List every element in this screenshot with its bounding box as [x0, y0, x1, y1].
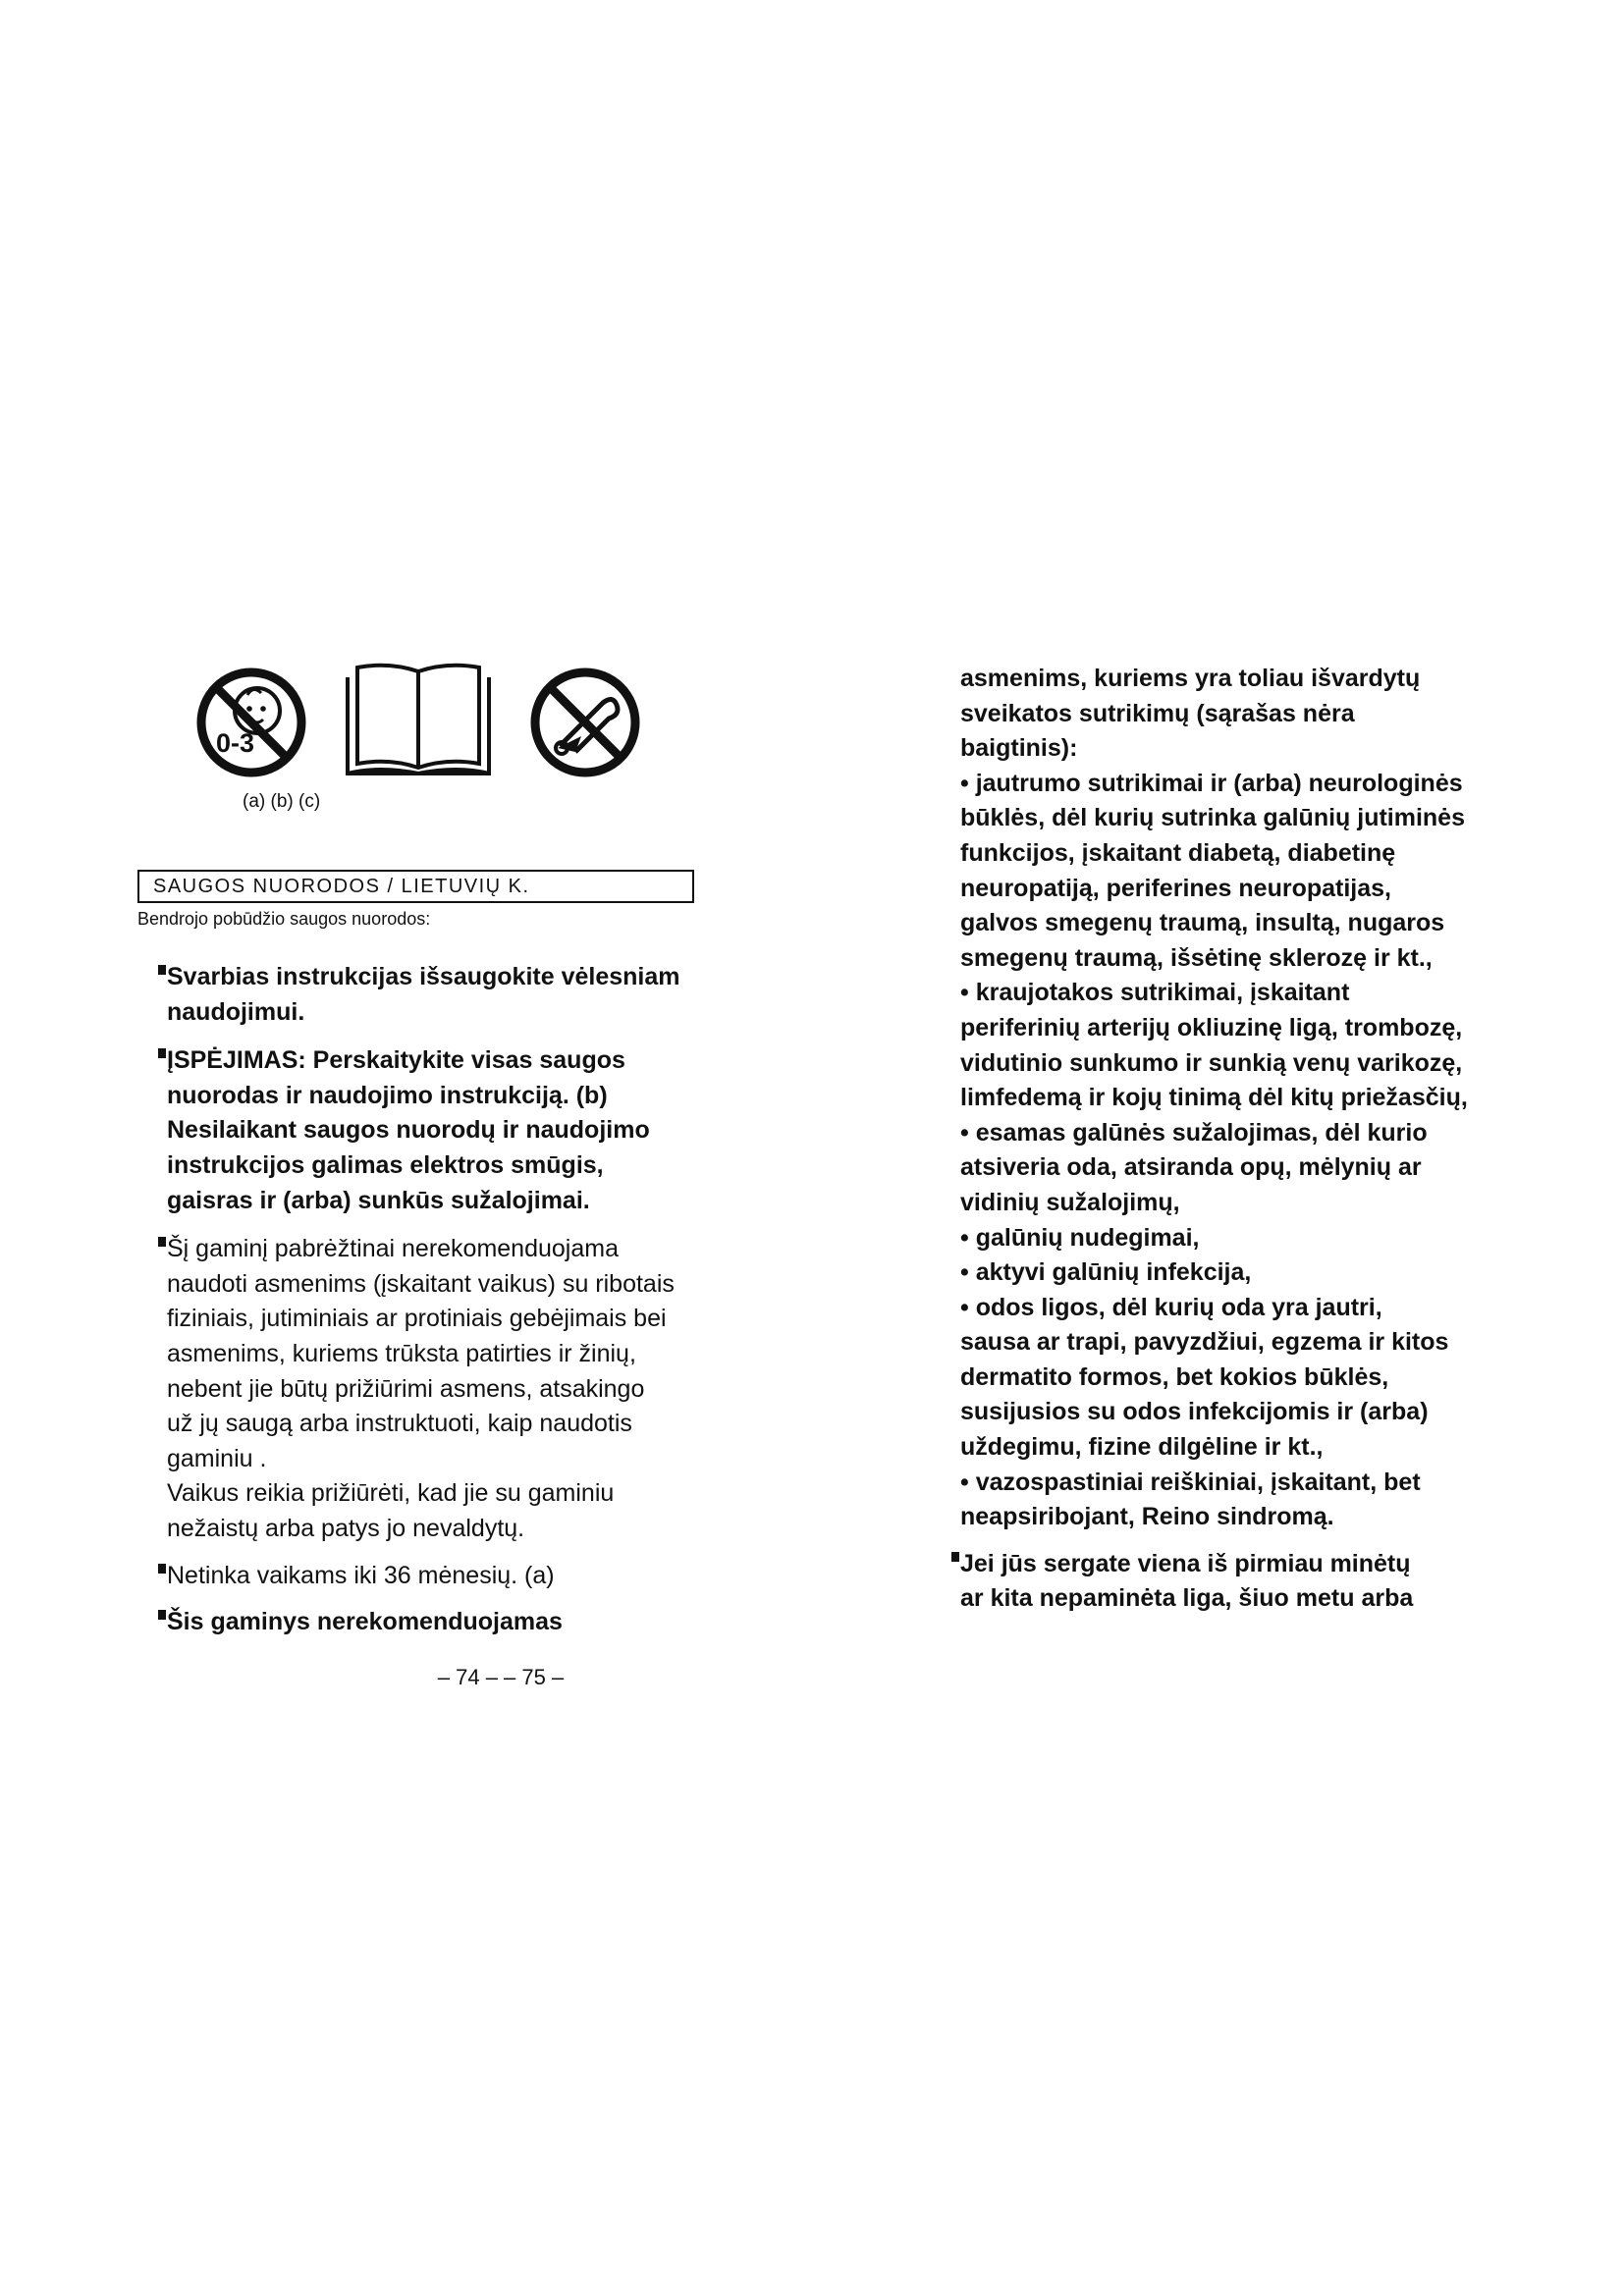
section-title: SAUGOS NUORODOS / LIETUVIŲ K. — [137, 870, 694, 903]
paragraph-health-conditions: asmenims, kuriems yra toliau išvardytų sveikatos sutrikimų (sąrašas nėra baigtinis): • jautrumo sutrikimai ir (arba) neurologinės būklės, dėl kurių sutrinka galūnių jutiminės funkcijos, įskaitant diabetą, diabetinę neuropatiją, periferines neuropatijas, galvos smegenų traumą, insultą, nugaros smegenų traumą, išsėtinę sklerozę ir kt., • kraujotakos sutrikimai, įskaitant periferinių arterijų okliuzinę ligą, trombozę, vidutinio sunkumo ir sunkią venų varikozę, limfedemą ir kojų tinimą dėl kitų priežasčių, • esamas galūnės sužalojimas, dėl kurio atsiveria oda, atsiranda opų, mėlynių ar vidinių sužalojimų, • galūnių nudegimai, • aktyvi galūnių infekcija, • odos ligos, dėl kurių oda yra jautri, sausa ar trapi, pavyzdžiui, egzema ir kitos dermatito formos, bet kokios būklės, susijusios su odos infekcijomis ir (arba) uždegimu, fizine dilgėline ir kt., • vazospastiniai reiškiniai, įskaitant, bet neapsiribojant, Reino sindromą. — [960, 665, 1468, 1531]
read-manual-icon — [340, 658, 497, 783]
paragraph-warning: ĮSPĖJIMAS: Perskaitykite visas saugos nuorodas ir naudojimo instrukciją. (b) Nesilaikant saugos nuorodų ir naudojimo instrukcijos galimas elektros smūgis, gaisras ir (arba) sunkūs sužalojimai. — [167, 1043, 717, 1218]
svg-text:0-3: 0-3 — [216, 728, 255, 758]
paragraph-restricted-use: Šį gaminį pabrėžtinai nerekomenduojama naudoti asmenims (įskaitant vaikus) su ribotais fiziniais, jutiminiais ar protiniais gebėjimais bei asmenims, kuriems trūksta patirties ir žinių, nebent jie būtų prižiūrimi asmens, atsakingo už jų saugą arba instruktuoti, kaip naudotis gaminiu . Vaikus reikia prižiūrėti, kad jie su gaminiu nežaistų arba patys jo nevaldytų. — [167, 1232, 717, 1546]
page-number: – 74 – – 75 – — [437, 1665, 565, 1689]
paragraph-age-limit: Netinka vaikams iki 36 mėnesių. (a) — [167, 1559, 717, 1594]
paragraph-if-ill: Jei jūs sergate viena iš pirmiau minėtų ar kita nepaminėta liga, šiuo metu arba — [960, 1547, 1510, 1617]
bullet-marker — [158, 1564, 166, 1574]
no-children-0-3-icon — [196, 667, 306, 777]
bullet-marker — [158, 1610, 166, 1620]
left-column — [167, 960, 717, 1640]
section-subtitle: Bendrojo pobūdžio saugos nuorodos: — [137, 909, 431, 929]
no-safety-pin-icon — [530, 667, 640, 777]
bullet-marker — [158, 1048, 166, 1058]
bullet-marker — [158, 965, 166, 975]
paragraph-keep-instructions: Svarbias instrukcijas išsaugokite vėlesniam naudojimui. — [167, 960, 717, 1030]
warning-icons — [196, 667, 648, 785]
bullet-marker — [158, 1237, 166, 1247]
paragraph-not-recommended: Šis gaminys nerekomenduojamas — [167, 1605, 717, 1640]
bullet-marker — [951, 1552, 959, 1562]
right-column — [960, 662, 1510, 1617]
icons-caption: (a) (b) (c) — [243, 791, 321, 812]
